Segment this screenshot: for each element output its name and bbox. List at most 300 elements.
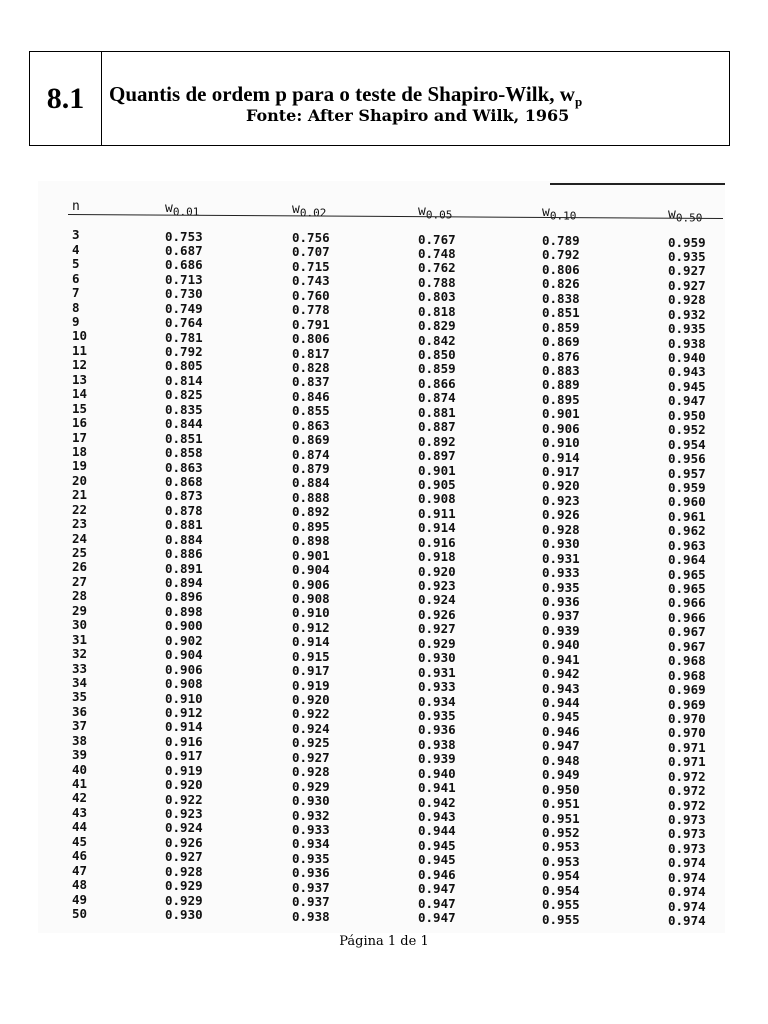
quantile-cell: 0.884 [292, 475, 330, 491]
quantile-cell: 0.940 [542, 637, 580, 653]
row-n-cell: 28 [72, 588, 88, 604]
scan-top-rule [550, 183, 725, 185]
quantile-cell: 0.868 [165, 473, 203, 489]
row-n-cell: 15 [72, 400, 88, 416]
quantile-cell: 0.943 [668, 364, 706, 380]
row-n-cell: 45 [72, 833, 88, 849]
quantile-cell: 0.951 [542, 810, 580, 826]
scanned-table [38, 181, 725, 933]
quantile-cell: 0.954 [668, 436, 706, 452]
quantile-cell: 0.970 [668, 710, 706, 726]
quantile-cell: 0.947 [418, 881, 456, 897]
quantile-cell: 0.941 [418, 780, 456, 796]
quantile-cell: 0.914 [418, 520, 456, 536]
quantile-cell: 0.953 [542, 839, 580, 855]
quantile-cell: 0.825 [165, 387, 203, 403]
quantile-cell: 0.874 [418, 390, 456, 406]
quantile-cell: 0.908 [165, 676, 203, 692]
quantile-cell: 0.855 [292, 403, 330, 419]
quantile-cell: 0.914 [542, 449, 580, 465]
row-n-cell: 40 [72, 761, 88, 777]
quantile-cell: 0.910 [165, 690, 203, 706]
quantile-cell: 0.873 [165, 488, 203, 504]
quantile-cell: 0.946 [418, 866, 456, 882]
row-n-cell: 18 [72, 443, 88, 459]
quantile-cell: 0.910 [542, 435, 580, 451]
quantile-cell: 0.900 [165, 618, 203, 634]
column-header-label: w [418, 203, 426, 219]
quantile-cell: 0.917 [165, 748, 203, 764]
row-n-cell: 13 [72, 371, 88, 387]
quantile-cell: 0.781 [165, 329, 203, 345]
quantile-cell: 0.911 [418, 505, 456, 521]
quantile-cell: 0.884 [165, 531, 203, 547]
quantile-cell: 0.974 [668, 898, 706, 914]
column-header-label: w [165, 200, 173, 216]
row-n-cell: 5 [72, 256, 80, 272]
quantile-cell: 0.908 [292, 590, 330, 606]
quantile-cell: 0.910 [292, 605, 330, 621]
quantile-cell: 0.936 [292, 865, 330, 881]
column-header-label: n [72, 199, 80, 215]
row-n-cell: 47 [72, 862, 88, 878]
table-row [38, 270, 725, 293]
quantile-cell: 0.937 [292, 879, 330, 895]
quantile-cell: 0.974 [668, 869, 706, 885]
row-n-cell: 26 [72, 559, 88, 575]
row-n-cell: 36 [72, 703, 88, 719]
quantile-cell: 0.935 [542, 579, 580, 595]
quantile-cell: 0.943 [418, 809, 456, 825]
quantile-cell: 0.965 [668, 566, 706, 582]
quantile-cell: 0.948 [542, 752, 580, 768]
quantile-cell: 0.901 [292, 547, 330, 563]
quantile-cell: 0.889 [542, 377, 580, 393]
row-n-cell: 27 [72, 573, 88, 589]
quantile-cell: 0.962 [668, 523, 706, 539]
quantile-cell: 0.898 [165, 603, 203, 619]
quantile-cell: 0.942 [418, 794, 456, 810]
row-n-cell: 37 [72, 718, 88, 734]
quantile-cell: 0.767 [418, 231, 456, 247]
quantile-cell: 0.933 [292, 821, 330, 837]
quantile-cell: 0.869 [292, 432, 330, 448]
quantile-cell: 0.953 [542, 853, 580, 869]
quantile-cell: 0.829 [418, 318, 456, 334]
quantile-cell: 0.922 [165, 791, 203, 807]
quantile-cell: 0.904 [292, 562, 330, 578]
quantile-cell: 0.858 [165, 445, 203, 461]
quantile-cell: 0.966 [668, 609, 706, 625]
quantile-cell: 0.924 [165, 820, 203, 836]
quantile-cell: 0.920 [418, 563, 456, 579]
column-header-subscript: 0.05 [425, 208, 453, 222]
quantile-cell: 0.764 [165, 315, 203, 331]
quantile-cell: 0.687 [165, 242, 203, 258]
quantile-cell: 0.888 [292, 489, 330, 505]
quantile-cell: 0.969 [668, 696, 706, 712]
quantile-cell: 0.955 [542, 911, 580, 927]
quantile-cell: 0.973 [668, 840, 706, 856]
row-n-cell: 42 [72, 790, 88, 806]
quantile-cell: 0.968 [668, 667, 706, 683]
quantile-cell: 0.918 [418, 549, 456, 565]
quantile-cell: 0.935 [668, 321, 706, 337]
quantile-cell: 0.936 [542, 593, 580, 609]
quantile-cell: 0.778 [292, 302, 330, 318]
quantile-cell: 0.912 [165, 704, 203, 720]
quantile-cell: 0.930 [165, 907, 203, 923]
quantile-cell: 0.898 [292, 533, 330, 549]
quantile-cell: 0.895 [542, 391, 580, 407]
quantile-cell: 0.924 [292, 720, 330, 736]
quantile-cell: 0.947 [668, 393, 706, 409]
quantile-cell: 0.935 [668, 248, 706, 264]
quantile-cell: 0.894 [165, 575, 203, 591]
quantile-cell: 0.949 [542, 767, 580, 783]
quantile-cell: 0.905 [418, 476, 456, 492]
quantile-cell: 0.686 [165, 257, 203, 273]
quantile-cell: 0.749 [165, 300, 203, 316]
quantile-cell: 0.929 [165, 892, 203, 908]
quantile-cell: 0.844 [165, 416, 203, 432]
quantile-cell: 0.954 [542, 882, 580, 898]
row-n-cell: 21 [72, 487, 88, 503]
quantile-cell: 0.788 [418, 274, 456, 290]
quantile-cell: 0.851 [542, 305, 580, 321]
quantile-cell: 0.927 [292, 749, 330, 765]
quantile-cell: 0.906 [292, 576, 330, 592]
row-n-cell: 23 [72, 516, 88, 532]
quantile-cell: 0.922 [292, 706, 330, 722]
row-n-cell: 6 [72, 270, 80, 286]
quantile-cell: 0.908 [418, 491, 456, 507]
quantile-cell: 0.956 [668, 451, 706, 467]
table-title-subscript: p [574, 94, 583, 110]
quantile-cell: 0.931 [418, 664, 456, 680]
quantile-cell: 0.923 [542, 492, 580, 508]
quantile-cell: 0.941 [542, 651, 580, 667]
quantile-cell: 0.974 [668, 884, 706, 900]
row-n-cell: 32 [72, 646, 88, 662]
header-text-block [102, 52, 729, 145]
quantile-cell: 0.942 [542, 666, 580, 682]
quantile-cell: 0.928 [668, 292, 706, 308]
quantile-cell: 0.881 [165, 517, 203, 533]
quantile-cell: 0.938 [292, 908, 330, 924]
quantile-cell: 0.929 [165, 878, 203, 894]
quantile-cell: 0.859 [418, 361, 456, 377]
column-header-label: w [542, 205, 550, 221]
quantile-cell: 0.828 [292, 359, 330, 375]
quantile-cell: 0.933 [418, 679, 456, 695]
quantile-cell: 0.963 [668, 537, 706, 553]
quantile-cell: 0.914 [292, 634, 330, 650]
quantile-cell: 0.936 [418, 722, 456, 738]
row-n-cell: 25 [72, 545, 88, 561]
row-n-cell: 41 [72, 776, 88, 792]
quantile-cell: 0.947 [418, 910, 456, 926]
quantile-cell: 0.912 [292, 619, 330, 635]
quantile-cell: 0.923 [165, 806, 203, 822]
quantile-cell: 0.916 [165, 733, 203, 749]
row-n-cell: 12 [72, 357, 88, 373]
quantile-cell: 0.756 [292, 230, 330, 246]
quantile-cell: 0.967 [668, 624, 706, 640]
quantile-cell: 0.748 [418, 245, 456, 261]
quantile-cell: 0.944 [542, 695, 580, 711]
quantile-cell: 0.850 [418, 347, 456, 363]
quantile-cell: 0.792 [165, 344, 203, 360]
quantile-cell: 0.892 [418, 433, 456, 449]
row-n-cell: 14 [72, 386, 88, 402]
row-n-cell: 22 [72, 501, 88, 517]
quantile-cell: 0.915 [292, 648, 330, 664]
row-n-cell: 10 [72, 328, 88, 344]
quantile-cell: 0.920 [292, 692, 330, 708]
quantile-cell: 0.791 [292, 316, 330, 332]
quantile-cell: 0.917 [292, 663, 330, 679]
quantile-cell: 0.895 [292, 518, 330, 534]
quantile-cell: 0.929 [418, 635, 456, 651]
quantile-cell: 0.939 [418, 751, 456, 767]
quantile-cell: 0.876 [542, 348, 580, 364]
quantile-cell: 0.892 [292, 504, 330, 520]
quantile-cell: 0.943 [542, 680, 580, 696]
quantile-cell: 0.838 [542, 290, 580, 306]
row-n-cell: 43 [72, 804, 88, 820]
quantile-cell: 0.940 [668, 350, 706, 366]
row-n-cell: 31 [72, 631, 88, 647]
quantile-cell: 0.753 [165, 228, 203, 244]
quantile-cell: 0.939 [542, 622, 580, 638]
row-n-cell: 4 [72, 241, 80, 257]
quantile-cell: 0.973 [668, 826, 706, 842]
quantile-cell: 0.837 [292, 374, 330, 390]
quantile-cell: 0.974 [668, 855, 706, 871]
quantile-cell: 0.883 [542, 362, 580, 378]
column-header-subscript: 0.02 [299, 206, 327, 220]
quantile-cell: 0.954 [542, 868, 580, 884]
quantile-cell: 0.972 [668, 797, 706, 813]
quantile-cell: 0.916 [418, 534, 456, 550]
quantile-cell: 0.927 [668, 263, 706, 279]
quantile-cell: 0.792 [542, 247, 580, 263]
column-header [418, 204, 452, 222]
quantile-cell: 0.851 [165, 430, 203, 446]
quantile-cell: 0.944 [418, 823, 456, 839]
quantile-cell: 0.869 [542, 334, 580, 350]
table-row [38, 905, 725, 929]
quantile-cell: 0.879 [292, 461, 330, 477]
quantile-cell: 0.897 [418, 448, 456, 464]
quantile-cell: 0.955 [542, 897, 580, 913]
quantile-cell: 0.803 [418, 289, 456, 305]
row-n-cell: 24 [72, 530, 88, 546]
table-source: Fonte: After Shapiro and Wilk, 1965 [246, 106, 570, 125]
quantile-cell: 0.919 [165, 762, 203, 778]
quantile-cell: 0.927 [668, 277, 706, 293]
quantile-cell: 0.937 [542, 608, 580, 624]
row-n-cell: 48 [72, 877, 88, 893]
quantile-cell: 0.805 [165, 358, 203, 374]
quantile-cell: 0.730 [165, 286, 203, 302]
row-n-cell: 19 [72, 458, 88, 474]
quantile-cell: 0.961 [668, 508, 706, 524]
quantile-cell: 0.945 [418, 852, 456, 868]
quantile-cell: 0.835 [165, 401, 203, 417]
quantile-cell: 0.846 [292, 388, 330, 404]
quantile-cell: 0.926 [418, 606, 456, 622]
quantile-cell: 0.932 [292, 807, 330, 823]
quantile-cell: 0.935 [292, 850, 330, 866]
quantile-cell: 0.972 [668, 783, 706, 799]
quantile-cell: 0.886 [165, 546, 203, 562]
quantile-cell: 0.928 [542, 521, 580, 537]
column-header-subscript: 0.01 [172, 205, 200, 219]
row-n-cell: 44 [72, 819, 88, 835]
quantile-cell: 0.930 [418, 650, 456, 666]
quantile-cell: 0.938 [668, 335, 706, 351]
row-n-cell: 33 [72, 660, 88, 676]
page-footer: Página 1 de 1 [339, 934, 429, 949]
quantile-cell: 0.934 [418, 693, 456, 709]
quantile-cell: 0.896 [165, 589, 203, 605]
table-number: 8.1 [30, 52, 102, 145]
quantile-cell: 0.760 [292, 287, 330, 303]
quantile-cell: 0.959 [668, 479, 706, 495]
row-n-cell: 38 [72, 732, 88, 748]
quantile-cell: 0.806 [292, 331, 330, 347]
quantile-cell: 0.863 [292, 417, 330, 433]
quantile-cell: 0.947 [418, 895, 456, 911]
quantile-cell: 0.928 [165, 863, 203, 879]
row-n-cell: 39 [72, 747, 88, 763]
quantile-cell: 0.970 [668, 725, 706, 741]
quantile-cell: 0.950 [542, 781, 580, 797]
quantile-cell: 0.969 [668, 682, 706, 698]
column-header [668, 207, 702, 225]
quantile-cell: 0.874 [292, 446, 330, 462]
quantile-cell: 0.881 [418, 404, 456, 420]
quantile-cell: 0.950 [668, 407, 706, 423]
quantile-cell: 0.935 [418, 707, 456, 723]
quantile-cell: 0.713 [165, 271, 203, 287]
quantile-cell: 0.947 [542, 738, 580, 754]
quantile-cell: 0.904 [165, 647, 203, 663]
quantile-cell: 0.964 [668, 552, 706, 568]
row-n-cell: 30 [72, 617, 88, 633]
table-body [38, 227, 725, 929]
row-n-cell: 16 [72, 415, 88, 431]
quantile-cell: 0.966 [668, 595, 706, 611]
quantile-cell: 0.906 [165, 661, 203, 677]
quantile-cell: 0.806 [542, 261, 580, 277]
quantile-cell: 0.842 [418, 332, 456, 348]
row-n-cell: 49 [72, 891, 88, 907]
quantile-cell: 0.925 [292, 735, 330, 751]
quantile-cell: 0.973 [668, 812, 706, 828]
quantile-cell: 0.902 [165, 632, 203, 648]
table-row [38, 891, 725, 914]
quantile-cell: 0.930 [292, 793, 330, 809]
quantile-cell: 0.901 [542, 406, 580, 422]
quantile-cell: 0.927 [165, 849, 203, 865]
row-n-cell: 7 [72, 285, 80, 301]
quantile-cell: 0.743 [292, 273, 330, 289]
column-header-subscript: 0.50 [675, 211, 703, 225]
table-row [38, 299, 725, 322]
quantile-cell: 0.965 [668, 581, 706, 597]
table-title-text: Quantis de ordem p para o teste de Shapiro-Wilk, w [109, 82, 575, 106]
quantile-cell: 0.928 [292, 764, 330, 780]
quantile-cell: 0.929 [292, 778, 330, 794]
column-header [72, 199, 80, 214]
quantile-cell: 0.906 [542, 420, 580, 436]
quantile-cell: 0.945 [418, 837, 456, 853]
quantile-cell: 0.951 [542, 796, 580, 812]
table-row [38, 371, 725, 394]
column-header-label: w [668, 206, 676, 222]
quantile-cell: 0.971 [668, 754, 706, 770]
quantile-cell: 0.967 [668, 638, 706, 654]
row-n-cell: 8 [72, 299, 80, 315]
quantile-cell: 0.818 [418, 303, 456, 319]
quantile-cell: 0.707 [292, 244, 330, 260]
quantile-cell: 0.934 [292, 836, 330, 852]
quantile-cell: 0.937 [292, 894, 330, 910]
quantile-cell: 0.919 [292, 677, 330, 693]
row-n-cell: 46 [72, 848, 88, 864]
quantile-cell: 0.887 [418, 419, 456, 435]
quantile-cell: 0.932 [668, 306, 706, 322]
row-n-cell: 17 [72, 429, 88, 445]
quantile-cell: 0.923 [418, 578, 456, 594]
quantile-cell: 0.920 [165, 777, 203, 793]
quantile-cell: 0.859 [542, 319, 580, 335]
quantile-cell: 0.945 [668, 378, 706, 394]
row-n-cell: 35 [72, 689, 88, 705]
quantile-cell: 0.933 [542, 565, 580, 581]
quantile-cell: 0.952 [542, 824, 580, 840]
quantile-cell: 0.814 [165, 372, 203, 388]
row-n-cell: 9 [72, 314, 80, 330]
quantile-cell: 0.920 [542, 478, 580, 494]
quantile-cell: 0.878 [165, 502, 203, 518]
quantile-cell: 0.959 [668, 234, 706, 250]
column-header [292, 202, 326, 220]
quantile-cell: 0.927 [418, 621, 456, 637]
row-n-cell: 20 [72, 472, 88, 488]
quantile-cell: 0.789 [542, 233, 580, 249]
table-header-box [29, 51, 730, 146]
quantile-cell: 0.931 [542, 550, 580, 566]
quantile-cell: 0.926 [542, 507, 580, 523]
quantile-cell: 0.938 [418, 736, 456, 752]
quantile-cell: 0.946 [542, 723, 580, 739]
quantile-cell: 0.914 [165, 719, 203, 735]
quantile-cell: 0.974 [668, 913, 706, 929]
quantile-cell: 0.930 [542, 536, 580, 552]
quantile-cell: 0.971 [668, 739, 706, 755]
row-n-cell: 11 [72, 342, 88, 358]
column-header [542, 205, 576, 223]
quantile-cell: 0.926 [165, 834, 203, 850]
quantile-cell: 0.957 [668, 465, 706, 481]
quantile-cell: 0.891 [165, 560, 203, 576]
quantile-cell: 0.817 [292, 345, 330, 361]
quantile-cell: 0.901 [418, 462, 456, 478]
